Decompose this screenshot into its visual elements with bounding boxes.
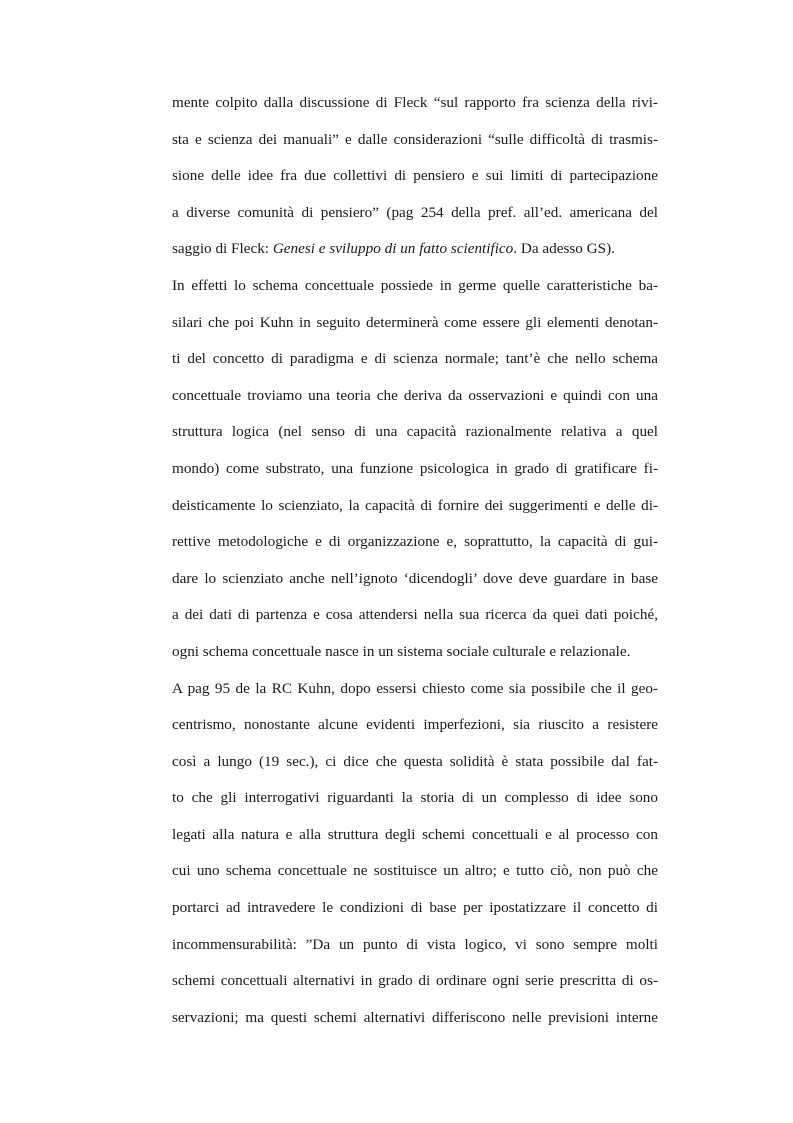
text-line: cui uno schema concettuale ne sostituisce un altro; e tutto ciò, non può che <box>172 862 658 880</box>
text-line: così a lungo (19 sec.), ci dice che questa solidità è stata possibile dal fat- <box>172 752 658 770</box>
text-line: to che gli interrogativi riguardanti la storia di un complesso di idee sono <box>172 789 658 807</box>
text-line: schemi concettuali alternativi in grado di ordinare ogni serie prescritta di os- <box>172 972 658 990</box>
text-line: portarci ad intravedere le condizioni di base per ipostatizzare il concetto di <box>172 899 658 917</box>
body-text <box>172 91 658 1042</box>
text-line: deisticamente lo scienziato, la capacità di fornire dei suggerimenti e delle di- <box>172 496 658 514</box>
text-line: servazioni; ma questi schemi alternativi differiscono nelle previsioni interne <box>172 1008 658 1026</box>
text-line: struttura logica (nel senso di una capacità razionalmente relativa a quel <box>172 423 658 441</box>
text-line: mente colpito dalla discussione di Fleck “sul rapporto fra scienza della rivi- <box>172 94 658 111</box>
text-line: silari che poi Kuhn in seguito determinerà come essere gli elementi denotan- <box>172 313 658 331</box>
line-text: . Da adesso GS). <box>513 240 615 258</box>
text-line: centrismo, nonostante alcune evidenti imperfezioni, sia riuscito a resistere <box>172 716 658 734</box>
text-line <box>172 237 658 274</box>
text-line: rettive metodologiche e di organizzazione e, soprattutto, la capacità di gui- <box>172 533 658 551</box>
text-line: a diverse comunità di pensiero” (pag 254 della pref. all’ed. americana del <box>172 203 658 221</box>
text-line: mondo) come substrato, una funzione psicologica in grado di gratificare fi- <box>172 459 658 477</box>
text-line: ogni schema concettuale nasce in un sistema sociale culturale e relazionale. <box>172 642 631 660</box>
text-line: a dei dati di partenza e cosa attendersi nella sua ricerca da quei dati poiché, <box>172 606 658 624</box>
text-line: legati alla natura e alla struttura degli schemi concettuali e al processo con <box>172 825 658 843</box>
text-line: In effetti lo schema concettuale possiede in germe quelle caratteristiche ba- <box>172 276 658 294</box>
line-text: saggio di Fleck: <box>172 240 273 258</box>
text-line: ti del concetto di paradigma e di scienza normale; tant’è che nello schema <box>172 350 658 368</box>
text-line: sione delle idee fra due collettivi di pensiero e sui limiti di partecipazione <box>172 167 658 185</box>
book-title-italic: Genesi e sviluppo di un fatto scientifico <box>272 240 514 258</box>
text-line: sta e scienza dei manuali” e dalle considerazioni “sulle difficoltà di trasmis- <box>172 130 658 148</box>
text-line: A pag 95 de la RC Kuhn, dopo essersi chiesto come sia possibile che il geo- <box>172 679 658 697</box>
text-line: concettuale troviamo una teoria che deriva da osservazioni e quindi con una <box>172 386 658 404</box>
text-line: incommensurabilità: ”Da un punto di vista logico, vi sono sempre molti <box>172 935 658 953</box>
text-line: dare lo scienziato anche nell’ignoto ‘dicendogli’ dove deve guardare in base <box>172 569 658 587</box>
